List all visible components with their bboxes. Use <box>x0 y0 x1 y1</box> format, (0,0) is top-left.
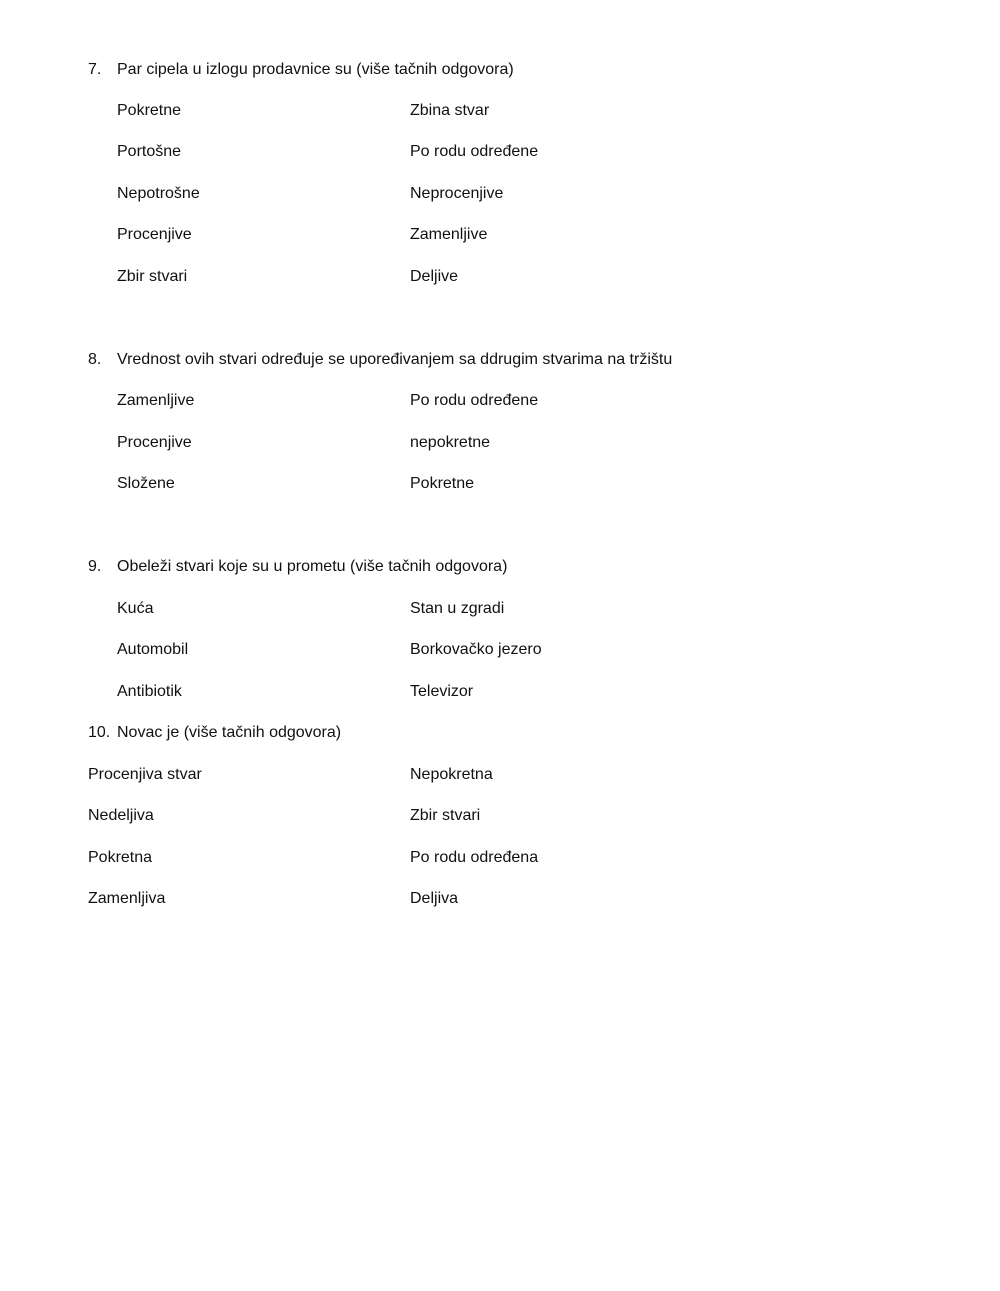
option[interactable]: Nepokretna <box>410 766 493 783</box>
option[interactable]: Pokretna <box>88 849 153 866</box>
option[interactable]: Pokretne <box>410 475 475 492</box>
option[interactable]: Portošne <box>117 143 182 160</box>
question-text: Novac je (više tačnih odgovora) <box>117 724 342 741</box>
option[interactable]: Zamenljiva <box>88 890 166 907</box>
question-text: Par cipela u izlogu prodavnice su (više tačnih odgovora) <box>117 61 514 78</box>
question-number: 10. <box>88 724 111 741</box>
option[interactable]: Borkovačko jezero <box>410 641 542 658</box>
option[interactable]: Stan u zgradi <box>410 600 505 617</box>
option[interactable]: Deljive <box>410 268 459 285</box>
option[interactable]: Neprocenjive <box>410 185 504 202</box>
option[interactable]: Nepotrošne <box>117 185 200 202</box>
question-text: Obeleži stvari koje su u prometu (više tačnih odgovora) <box>117 558 508 575</box>
question-number: 7. <box>88 61 102 78</box>
question-number: 9. <box>88 558 102 575</box>
option[interactable]: Procenjiva stvar <box>88 766 202 783</box>
option[interactable]: Zbir stvari <box>410 807 481 824</box>
option[interactable]: Pokretne <box>117 102 182 119</box>
option[interactable]: Zamenljive <box>117 392 195 409</box>
option[interactable]: Po rodu određene <box>410 392 539 409</box>
option[interactable]: Zbina stvar <box>410 102 490 119</box>
question-text: Vrednost ovih stvari određuje se upoređivanjem sa ddrugim stvarima na tržištu <box>117 351 673 368</box>
option[interactable]: Složene <box>117 475 175 492</box>
option[interactable]: Zamenljive <box>410 226 488 243</box>
option[interactable]: Procenjive <box>117 226 192 243</box>
question-number: 8. <box>88 351 102 368</box>
option[interactable]: Televizor <box>410 683 474 700</box>
option[interactable]: Automobil <box>117 641 189 658</box>
option[interactable]: Po rodu određene <box>410 143 539 160</box>
option[interactable]: nepokretne <box>410 434 491 451</box>
option[interactable]: Nedeljiva <box>88 807 154 824</box>
option[interactable]: Zbir stvari <box>117 268 188 285</box>
option[interactable]: Antibiotik <box>117 683 182 700</box>
option[interactable]: Kuća <box>117 600 154 617</box>
option[interactable]: Procenjive <box>117 434 192 451</box>
option[interactable]: Po rodu određena <box>410 849 539 866</box>
option[interactable]: Deljiva <box>410 890 459 907</box>
